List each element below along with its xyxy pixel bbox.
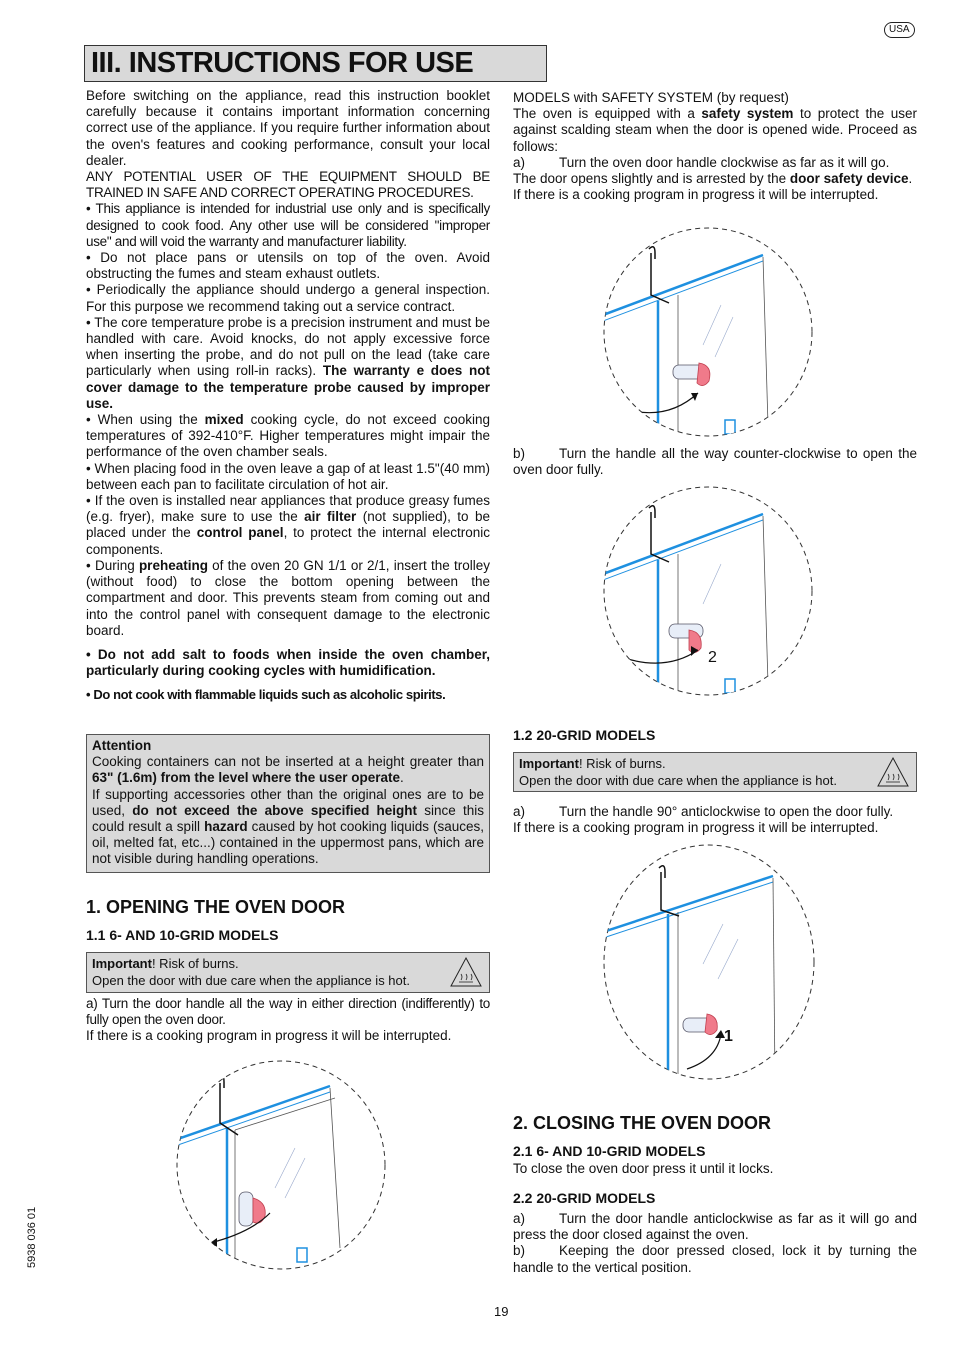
grid20-step-a: a) Turn the handle 90° anticlockwise to open the door fully. (513, 804, 894, 819)
bullet-air-filter: • If the oven is installed near appliances that produce greasy fumes (e.g. fryer), make sure to use the air filter (not supplied), to be placed under the control panel, to protect the internal electronic components. (86, 493, 490, 557)
bullet-salt: • Do not add salt to foods when inside the oven chamber, particularly during cooking cycles with humidification. (86, 646, 490, 679)
hot-surface-warning-icon (876, 756, 910, 788)
safety-section (513, 90, 917, 203)
closing-step-a: a) Turn the door handle anticlockwise as far as it will go and press the door closed against the oven. (513, 1211, 917, 1243)
door-opening-diagram-1 (175, 1058, 387, 1273)
closing-heading: 2. CLOSING THE OVEN DOOR (513, 1113, 772, 1133)
closing-step-b: b) Keeping the door pressed closed, lock it by turning the handle to the vertical position. (513, 1243, 917, 1275)
training-notice: ANY POTENTIAL USER OF THE EQUIPMENT SHOULD BE TRAINED IN SAFE AND CORRECT OPERATING PROCEDURES. (86, 169, 490, 201)
closing-text-1 (513, 1161, 917, 1177)
opening-instructions (86, 996, 490, 1045)
opening-subheading: 1.1 6- AND 10-GRID MODELS (86, 927, 279, 943)
important-box-2 (513, 752, 917, 792)
closing-subheading-1: 2.1 6- AND 10-GRID MODELS (513, 1143, 706, 1159)
page-title: III. INSTRUCTIONS FOR USE (91, 47, 474, 79)
door-safety-diagram-b (603, 484, 813, 699)
safety-step-b (513, 446, 917, 478)
document-code: 5938 036 01 (26, 1206, 38, 1268)
closing-press-note: To close the oven door press it until it locks. (513, 1161, 774, 1176)
attention-box (86, 734, 490, 873)
bullet-industrial-use: • This appliance is intended for industrial use only and is specifically designed to cook food. Any other use will be considered "improper use" and will void the warranty and manufacturer liability. (86, 201, 490, 249)
bullet-preheating: • During preheating of the oven 20 GN 1/1 or 2/1, insert the trolley (without food) to close the bottom opening between the compartment and door. This prevents steam from coming out and into the control panel with consequent damage to the electronic board. (86, 557, 490, 638)
opening-step-a: a) Turn the door handle all the way in either direction (indifferently) to fully open the oven door. (86, 996, 490, 1028)
bullet-pans: • Do not place pans or utensils on top of the oven. Avoid obstructing the fumes and steam exhaust outlets. (86, 250, 490, 282)
safety-intro: The oven is equipped with a safety system to protect the user against scalding steam when the door is opened wide. Proceed as follows: (513, 106, 917, 154)
bullet-gap: • When placing food in the oven leave a gap of at least 1.5"(40 mm) between each pan to facilitate circulation of hot air. (86, 460, 490, 492)
attention-text-1: Cooking containers can not be inserted at a height greater than 63" (1.6m) from the level where the user operate. (92, 754, 484, 786)
page-number: 19 (494, 1304, 509, 1319)
grid20-instructions (513, 804, 917, 836)
important-box-1 (86, 952, 490, 993)
important-line-1: Important! Risk of burns. (92, 956, 239, 971)
bullet-mixed: • When using the mixed cooking cycle, do not exceed cooking temperatures of 392-410°F. Higher temperatures might impair the performance of the oven chamber seals. (86, 412, 490, 460)
grid20-note: If there is a cooking program in progress it will be interrupted. (513, 820, 879, 836)
door-opening-diagram-20grid (603, 844, 815, 1080)
bullet-flammable: • Do not cook with flammable liquids such as alcoholic spirits. (86, 687, 446, 703)
attention-text-2: If supporting accessories other than the original ones are to be used, do not exceed the above specified height since this could result a spill hazard caused by hot cooking liquids (sauces, oil, melted fat, etc...) contained in the uppermost pans, which are not visible during handling operations. (92, 786, 484, 867)
closing-steps (513, 1211, 917, 1276)
diagram-label-2: 2 (708, 649, 717, 666)
page-title-box (84, 45, 547, 82)
left-column (86, 88, 490, 704)
safety-step-b-text: b) Turn the handle all the way counter-clockwise to open the oven door fully. (513, 446, 917, 478)
grid20-subheading: 1.2 20-GRID MODELS (513, 727, 656, 743)
safety-interrupt-note: If there is a cooking program in progress it will be interrupted. (513, 187, 879, 203)
important-2-line-1: Important! Risk of burns. (519, 756, 666, 771)
safety-title: MODELS with SAFETY SYSTEM (by request) (513, 90, 789, 105)
closing-subheading-2: 2.2 20-GRID MODELS (513, 1190, 656, 1206)
diagram-label-1: 1 (724, 1028, 733, 1045)
safety-step-a: a) Turn the oven door handle clockwise as far as it will go. (513, 154, 890, 170)
important-2-line-2: Open the door with due care when the appliance is hot. (519, 773, 837, 788)
opening-heading: 1. OPENING THE OVEN DOOR (86, 897, 346, 917)
safety-door-note: The door opens slightly and is arrested by the door safety device. (513, 171, 913, 187)
intro-paragraph: Before switching on the appliance, read this instruction booklet carefully because it contains important information concerning correct use of the appliance. If you require further information about the oven's features and cooking performance, consult your local dealer. (86, 88, 490, 168)
important-line-2: Open the door with due care when the appliance is hot. (92, 973, 410, 988)
bullet-inspection: • Periodically the appliance should undergo a general inspection. For this purpose we recommend taking out a service contract. (86, 282, 490, 314)
bullet-probe: • The core temperature probe is a precision instrument and must be handled with care. Avoid knocks, do not apply excessive force when inserting the probe, and do not pull on the lead (take care particularly when using roll-in racks). The warranty e does not cover damage to the temperature probe caused by improper use. (86, 314, 490, 411)
hot-surface-warning-icon (449, 956, 483, 988)
attention-title: Attention (92, 738, 152, 753)
opening-note: If there is a cooking program in progress it will be interrupted. (86, 1028, 452, 1044)
door-safety-diagram-a (603, 225, 813, 440)
region-badge: USA (884, 22, 915, 38)
